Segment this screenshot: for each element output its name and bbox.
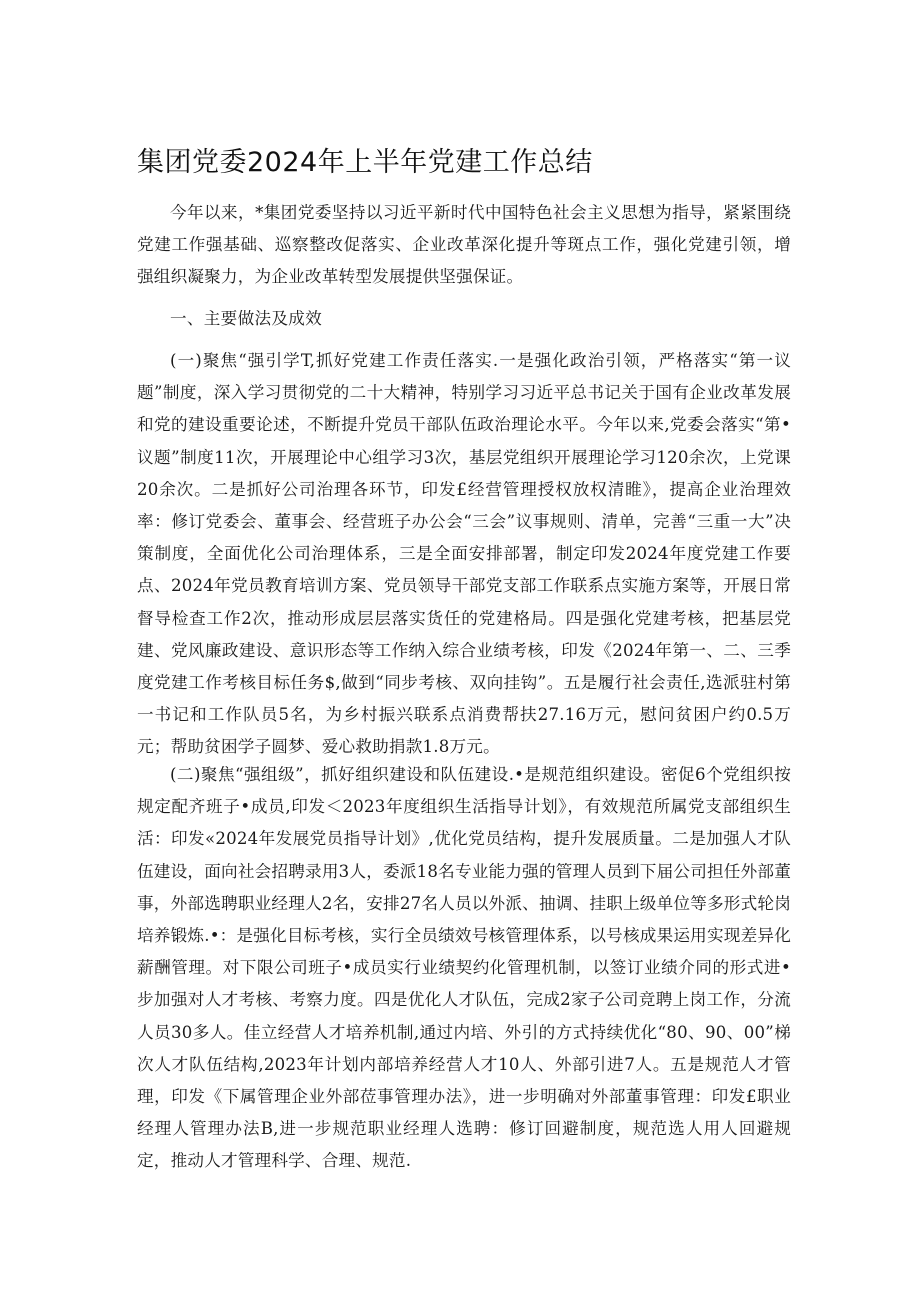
- paragraph-party-building-responsibility: (一)聚焦“强引学T,抓好党建工作责任落实.一是强化政治引领，严格落实“第一议题”制度，深入学习贯彻党的二十大精神，特别学习习近平总书记关于国有企业改革发展和党的建设重要论述，不断提升党员干部队伍政治理论水平。今年以来,党委会落实“第•议题”制度11次，开展理论中心组学习3次，基层党组织开展理论学习120余次，上党课20余次。二是抓好公司治理各环节，印发£经营管理授权放权清睢》，提高企业治理效率：修订党委会、董事会、经营班子办公会“三会”议事规则、清单，完善“三重一大”决策制度，全面优化公司治理体系，三是全面安排部署，制定印发2024年度党建工作要点、2024年党员教育培训方案、党员领导干部党支部工作联系点实施方案等，开展日常督导检查工作2次，推动形成层层落实货任的党建格局。四是强化党建考核，把基层党建、党风廉政建设、意识形态等工作纳入综合业绩考核，印发《2024年第一、二、三季度党建工作考核目标任务$,做到“同步考核、双向挂钩”。五是履行社会责任,选派驻村第一书记和工作队员5名，为乡村振兴联系点消费帮扶27.16万元，慰问贫困户约0.5万元；帮助贫困学子圆梦、爱心救助捐款1.8万元。: [137, 351, 791, 757]
- intro-paragraph: 今年以来，*集团党委坚持以习近平新时代中国特色社会主义思想为指导，紧紧围绕党建工作强基础、巡察整改促落实、企业改革深化提升等斑点工作，强化党建引领，增强组织凝聚力，为企业改革转型发展提供坚强保证。: [137, 203, 791, 287]
- paragraph-organization-building: (二)聚焦“强组级”，抓好组织建设和队伍建设.•是规范组织建设。密促6个党组织按规定配齐班子•成员,印发＜2023年度组织生活指导计划》，有效规范所属党支部组织生活：印发«2024年发展党员指导计划》,优化党员结构，提升发展质量。二是加强人才队伍建设，面向社会招聘录用3人，委派18名专业能力强的管理人员到下届公司担任外部董事，外部选聘职业经理人2名，安排27名人员以外派、抽调、挂职上级单位等多形式轮岗培养锻炼.•：是强化目标考核，实行全员绩效号核管理体系，以号核成果运用实现差异化薪酬管理。对下限公司班子•成员实行业绩契约化管理机制，以签订业绩介同的形式进•步加强对人才考核、考察力度。四是优化人才队伍，完成2家子公司竞聘上岗工作，分流人员30多人。佳立经营人才培养机制,通过内培、外引的方式持续优化“80、90、00”梯次人才队伍结构,2023年计划内部培养经营人才10人、外部引进7人。五是规范人才管理，印发《下属管理企业外部莅事管理办法》，进一步明确对外部董事管理：印发£职业经理人管理办法B,进一步规范职业经理人选聘：修订回避制度，规范选人用人回避规定，推动人才管理科学、合理、规范.: [137, 765, 791, 1171]
- document-title: 集团党委2024年上半年党建工作总结: [137, 147, 593, 178]
- section-heading: 一、主要做法及成效: [170, 309, 323, 328]
